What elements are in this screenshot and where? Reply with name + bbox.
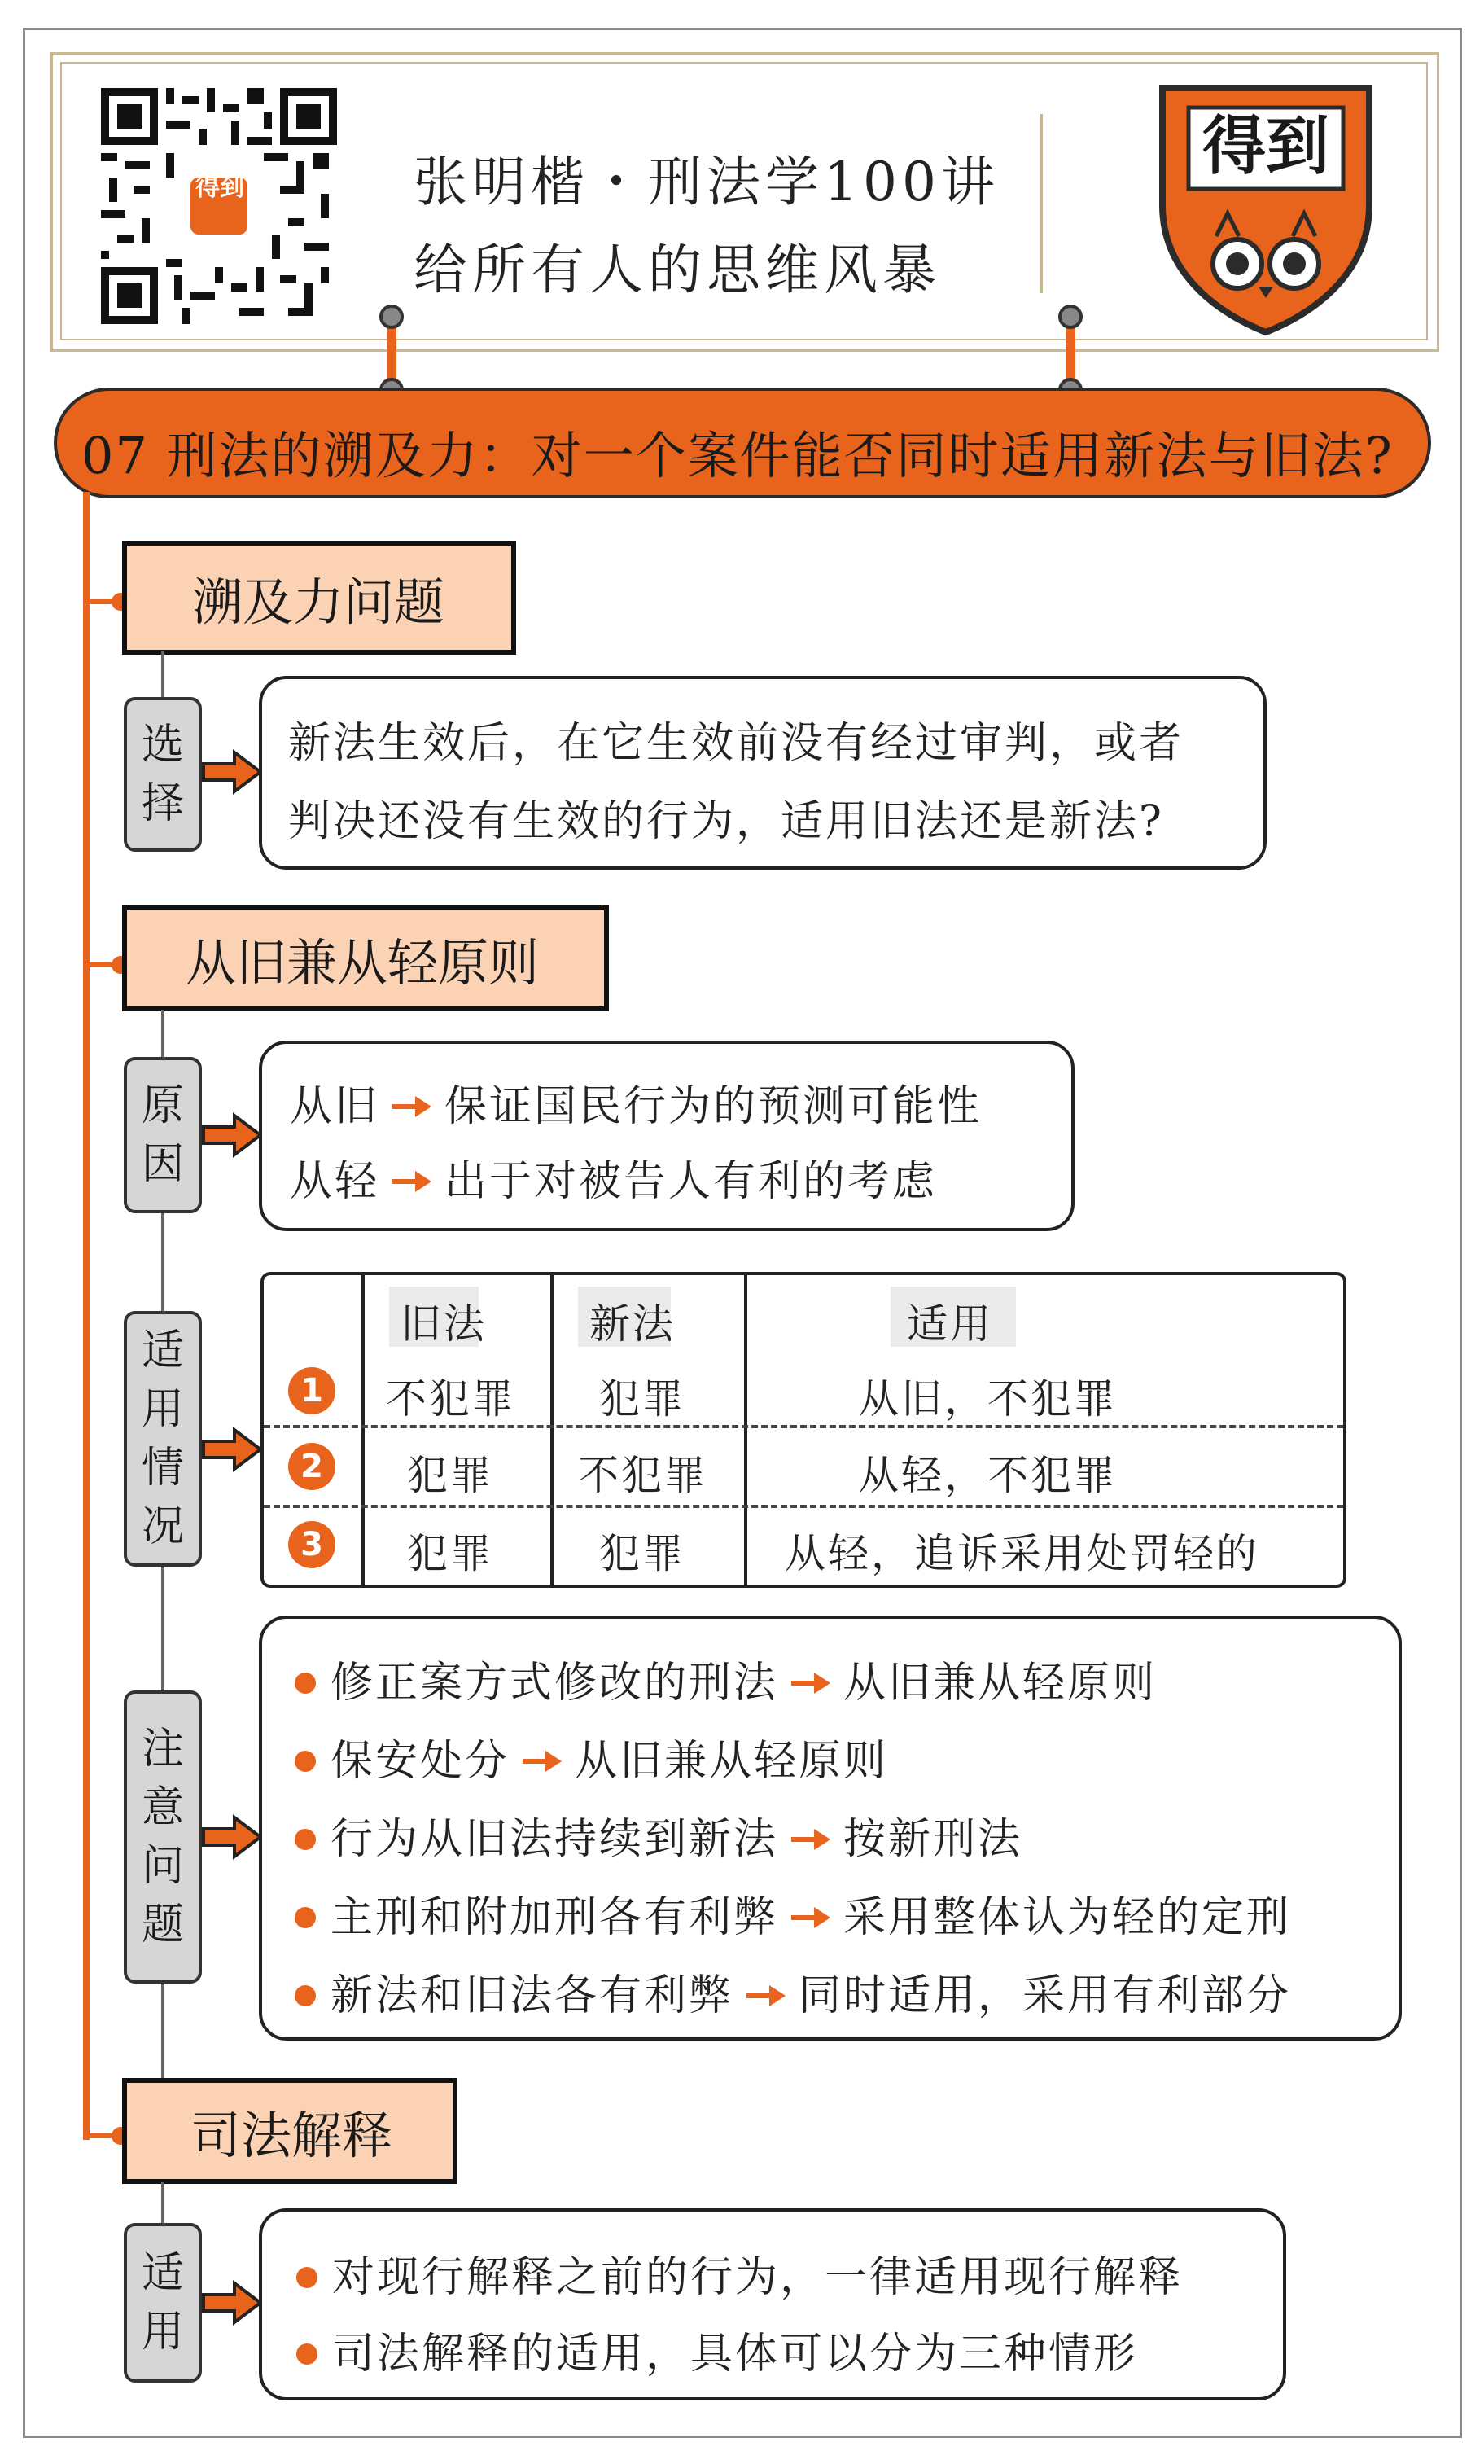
course-title: 张明楷・刑法学100讲 [414,151,1000,213]
table-cell: 犯罪 [407,1452,493,1499]
note-item: 主刑和附加刑各有利弊 采用整体认为轻的定刑 [295,1883,1291,1944]
label-reason: 原 因 [124,1057,202,1213]
note-item: 行为从旧法持续到新法 按新刑法 [295,1804,1022,1866]
small-arrow-icon [790,1827,832,1852]
question-card: 新法生效后，在它生效前没有经过审判，或者 判决还没有生效的行为，适用旧法还是新法? [259,676,1267,870]
reason-row: 从旧 保证国民行为的预测可能性 [290,1082,983,1131]
pin-dot-right-top [1058,305,1083,329]
qr-badge-text: 得到 [195,173,244,202]
table-cell: 不犯罪 [578,1452,707,1499]
header-divider [1040,114,1043,293]
note-item: 修正案方式修改的刑法 从旧兼从轻原则 [295,1648,1157,1709]
small-arrow-icon [790,1671,832,1695]
table-cell: 从轻，追诉采用处罚轻的 [785,1530,1259,1577]
label-application: 适 用 [124,2223,202,2383]
row-number-badge: 1 [288,1367,335,1414]
arrow-right-icon [200,1112,264,1158]
lesson-title: 07 刑法的溯及力：对一个案件能否同时适用新法与旧法? [81,426,1394,485]
small-arrow-icon [745,1984,787,2008]
reason-card [259,1041,1075,1231]
section-judicial-interpretation[interactable] [122,2078,457,2184]
note-item: 新法和旧法各有利弊 同时适用，采用有利部分 [295,1961,1291,2022]
pin-dot-left-top [379,305,404,329]
note-item: 保安处分 从旧兼从轻原则 [295,1726,888,1787]
table-header-new: 新法 [589,1300,676,1348]
arrow-right-icon [200,1814,264,1860]
mindmap-spine [83,492,90,2140]
notes-card [259,1616,1402,2041]
label-notes: 注 意 问 题 [124,1690,202,1984]
table-cell: 从轻，不犯罪 [858,1452,1117,1499]
arrow-right-icon [200,749,264,795]
cases-table [260,1272,1346,1588]
judicial-item: 对现行解释之前的行为，一律适用现行解释 [296,2243,1183,2304]
section-title: 从旧兼从轻原则 [186,932,540,993]
label-choice: 选 择 [124,697,202,852]
table-header-apply: 适用 [907,1300,993,1348]
small-arrow-icon [391,1094,433,1119]
section-title: 溯及力问题 [192,572,445,632]
row-number-badge: 2 [288,1443,335,1490]
arrow-right-icon [200,1427,264,1472]
table-cell: 不犯罪 [386,1375,515,1423]
table-cell: 犯罪 [599,1375,685,1423]
small-arrow-icon [790,1905,832,1930]
section-title: 司法解释 [190,2105,393,2165]
reason-row: 从轻 出于对被告人有利的考虑 [290,1157,938,1206]
logo-text: 得到 [1202,109,1329,183]
judicial-item: 司法解释的适用，具体可以分为三种情形 [296,2319,1138,2380]
table-cell: 犯罪 [599,1530,685,1577]
qr-code-icon[interactable] [101,88,337,324]
judicial-card [259,2208,1286,2400]
table-cell: 犯罪 [407,1530,493,1577]
course-subtitle: 给所有人的思维风暴 [414,239,941,301]
arrow-right-icon [200,2280,264,2326]
table-header-old: 旧法 [401,1300,487,1348]
section-retroactivity[interactable] [122,541,516,655]
label-cases: 适 用 情 况 [124,1311,202,1567]
section-principle[interactable] [122,905,609,1011]
table-cell: 从旧，不犯罪 [858,1375,1117,1423]
small-arrow-icon [521,1749,563,1773]
row-number-badge: 3 [288,1521,335,1568]
small-arrow-icon [391,1169,433,1194]
